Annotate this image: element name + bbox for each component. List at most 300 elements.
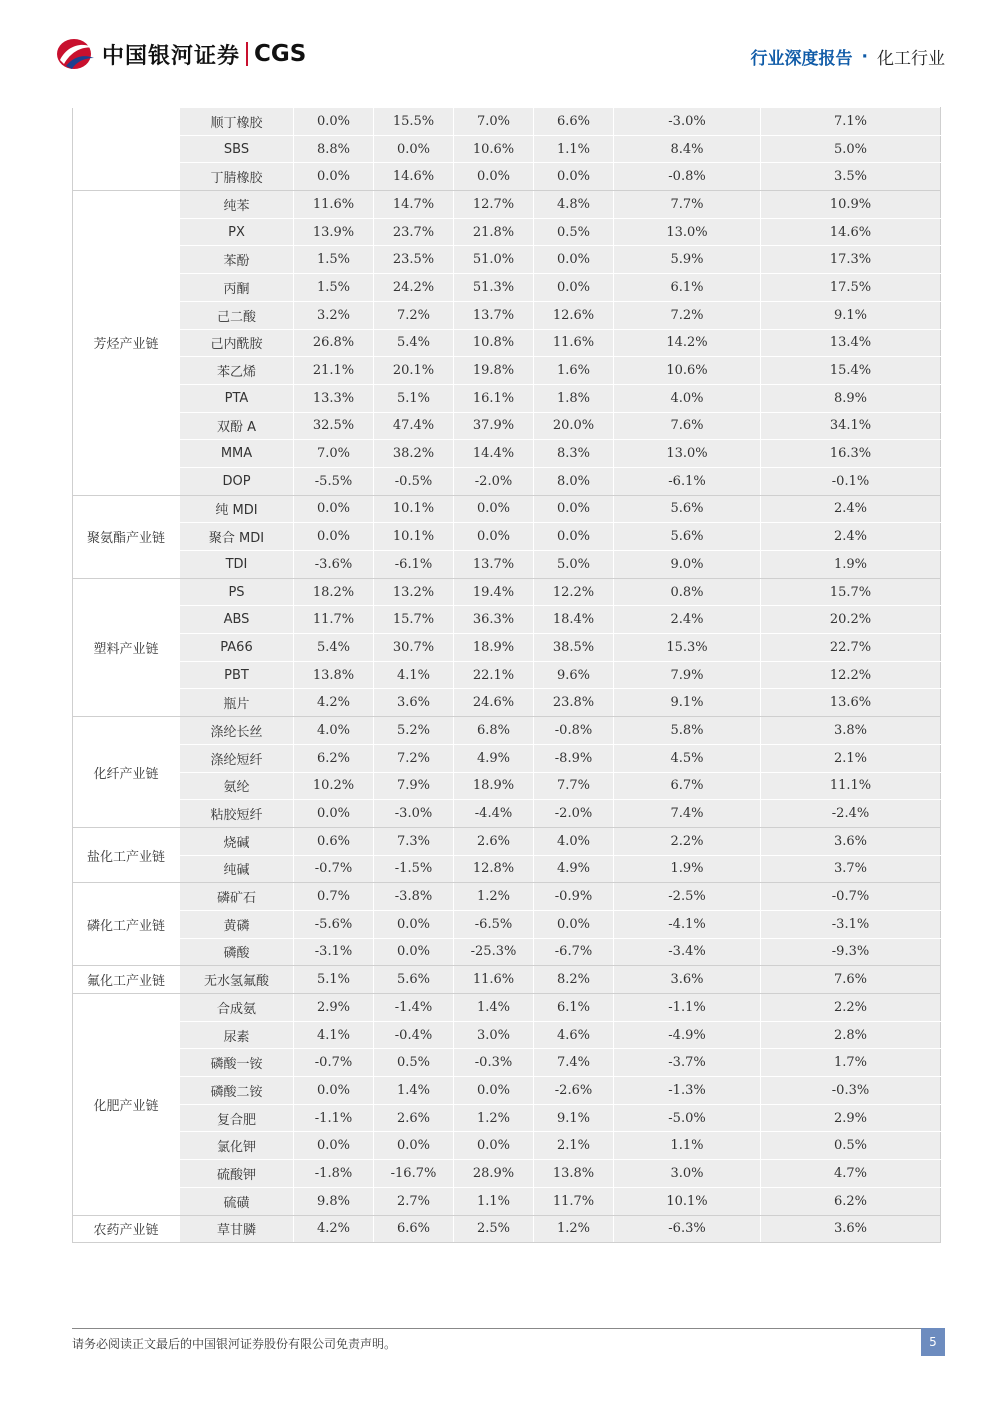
product-cell: TDI [180,551,294,579]
table-row [73,329,941,357]
value-cell: 13.8% [534,1160,614,1188]
value-cell: 5.2% [374,717,454,745]
value-cell: 12.7% [454,191,534,219]
product-cell: 磷矿石 [180,883,294,911]
value-cell: 0.8% [614,578,761,606]
value-cell: 5.9% [614,246,761,274]
value-cell: -3.1% [761,910,941,938]
value-cell: 9.1% [761,301,941,329]
value-cell: 10.6% [454,135,534,163]
value-cell: 17.5% [761,274,941,302]
value-cell: 18.9% [454,772,534,800]
product-cell: 丙酮 [180,274,294,302]
value-cell: 15.7% [761,578,941,606]
page-number: 5 [921,1328,945,1356]
table-row [73,578,941,606]
value-cell: 7.6% [761,966,941,994]
value-cell: 2.9% [761,1104,941,1132]
value-cell: 3.2% [294,301,374,329]
table-row [73,910,941,938]
value-cell: 10.1% [374,495,454,523]
value-cell: 8.0% [534,467,614,495]
product-cell: 顺丁橡胶 [180,108,294,136]
value-cell: 10.9% [761,191,941,219]
value-cell: -8.9% [534,744,614,772]
product-cell: 纯 MDI [180,495,294,523]
report-tag-separator: · [861,46,868,67]
product-cell: 涤纶短纤 [180,744,294,772]
value-cell: -0.9% [534,883,614,911]
cgs-logo-icon [54,36,98,72]
table-row [73,412,941,440]
value-cell: 20.2% [761,606,941,634]
value-cell: -0.1% [761,467,941,495]
value-cell: -3.8% [374,883,454,911]
value-cell: 51.3% [454,274,534,302]
chain-label: 氟化工产业链 [73,966,180,994]
value-cell: 4.7% [761,1160,941,1188]
value-cell: -0.5% [374,467,454,495]
value-cell: 4.2% [294,689,374,717]
product-cell: PX [180,218,294,246]
value-cell: 1.9% [614,855,761,883]
value-cell: 1.1% [534,135,614,163]
price-change-table [72,107,941,1243]
table-row [73,772,941,800]
value-cell: 3.0% [454,1021,534,1049]
value-cell: 14.4% [454,440,534,468]
value-cell: 2.6% [374,1104,454,1132]
value-cell: 12.2% [534,578,614,606]
table-row [73,357,941,385]
product-cell: 涤纶长丝 [180,717,294,745]
value-cell: 37.9% [454,412,534,440]
value-cell: -9.3% [761,938,941,966]
value-cell: 6.1% [534,994,614,1022]
value-cell: 0.0% [454,1077,534,1105]
value-cell: -2.0% [454,467,534,495]
value-cell: 21.8% [454,218,534,246]
value-cell: 24.6% [454,689,534,717]
product-cell: 磷酸 [180,938,294,966]
product-cell: 粘胶短纤 [180,800,294,828]
value-cell: -5.6% [294,910,374,938]
value-cell: -2.5% [614,883,761,911]
value-cell: 4.6% [534,1021,614,1049]
value-cell: 0.0% [374,135,454,163]
table-row [73,440,941,468]
value-cell: 38.2% [374,440,454,468]
value-cell: 7.4% [534,1049,614,1077]
table-row [73,467,941,495]
value-cell: 16.1% [454,384,534,412]
value-cell: 12.6% [534,301,614,329]
value-cell: 15.4% [761,357,941,385]
value-cell: 12.2% [761,661,941,689]
value-cell: -4.1% [614,910,761,938]
value-cell: 0.0% [374,1132,454,1160]
value-cell: 7.9% [614,661,761,689]
product-cell: 磷酸一铵 [180,1049,294,1077]
value-cell: 3.0% [614,1160,761,1188]
value-cell: 3.7% [761,855,941,883]
table-row [73,523,941,551]
value-cell: 1.2% [534,1215,614,1243]
value-cell: 5.6% [614,495,761,523]
table-row [73,1049,941,1077]
value-cell: 7.6% [614,412,761,440]
value-cell: -0.7% [294,1049,374,1077]
value-cell: 2.5% [454,1215,534,1243]
value-cell: 14.6% [374,163,454,191]
value-cell: 5.4% [294,634,374,662]
value-cell: -0.4% [374,1021,454,1049]
product-cell: 纯碱 [180,855,294,883]
value-cell: 11.6% [294,191,374,219]
value-cell: 9.1% [534,1104,614,1132]
table-row [73,135,941,163]
product-cell: 瓶片 [180,689,294,717]
value-cell: -2.6% [534,1077,614,1105]
product-cell: 合成氨 [180,994,294,1022]
table-row [73,1021,941,1049]
table-row [73,108,941,136]
value-cell: 11.6% [454,966,534,994]
table-row [73,800,941,828]
table-row [73,689,941,717]
value-cell: 20.0% [534,412,614,440]
value-cell: -4.9% [614,1021,761,1049]
value-cell: -0.8% [534,717,614,745]
value-cell: 1.5% [294,246,374,274]
value-cell: 12.8% [454,855,534,883]
table-row [73,1104,941,1132]
value-cell: 13.8% [294,661,374,689]
product-cell: 草甘膦 [180,1215,294,1243]
value-cell: 5.0% [534,551,614,579]
value-cell: 2.9% [294,994,374,1022]
value-cell: 4.0% [614,384,761,412]
value-cell: 11.7% [534,1187,614,1215]
value-cell: 2.4% [614,606,761,634]
footer-divider [72,1328,945,1329]
product-cell: 无水氢氟酸 [180,966,294,994]
value-cell: -1.3% [614,1077,761,1105]
value-cell: 4.8% [534,191,614,219]
value-cell: 8.2% [534,966,614,994]
value-cell: 4.0% [534,827,614,855]
value-cell: 1.8% [534,384,614,412]
value-cell: 13.9% [294,218,374,246]
value-cell: 9.0% [614,551,761,579]
value-cell: 7.3% [374,827,454,855]
value-cell: -3.7% [614,1049,761,1077]
value-cell: 7.2% [374,744,454,772]
value-cell: 4.1% [294,1021,374,1049]
value-cell: 5.1% [374,384,454,412]
value-cell: 6.2% [294,744,374,772]
value-cell: 14.2% [614,329,761,357]
value-cell: 2.1% [761,744,941,772]
value-cell: 9.1% [614,689,761,717]
value-cell: 28.9% [454,1160,534,1188]
product-cell: ABS [180,606,294,634]
value-cell: 6.6% [374,1215,454,1243]
table-row [73,744,941,772]
value-cell: 9.8% [294,1187,374,1215]
value-cell: 24.2% [374,274,454,302]
value-cell: 10.8% [454,329,534,357]
value-cell: -0.8% [614,163,761,191]
value-cell: -6.5% [454,910,534,938]
value-cell: 0.0% [374,938,454,966]
table-row [73,301,941,329]
value-cell: -16.7% [374,1160,454,1188]
value-cell: 13.3% [294,384,374,412]
product-cell: 硫酸钾 [180,1160,294,1188]
value-cell: 1.4% [374,1077,454,1105]
value-cell: 23.8% [534,689,614,717]
value-cell: 7.7% [534,772,614,800]
value-cell: 0.6% [294,827,374,855]
product-cell: 聚合 MDI [180,523,294,551]
value-cell: 0.0% [294,1132,374,1160]
value-cell: 11.7% [294,606,374,634]
table-row [73,634,941,662]
value-cell: 18.9% [454,634,534,662]
value-cell: -6.3% [614,1215,761,1243]
value-cell: 47.4% [374,412,454,440]
value-cell: 8.3% [534,440,614,468]
product-cell: 氯化钾 [180,1132,294,1160]
value-cell: 0.5% [534,218,614,246]
value-cell: 0.0% [534,910,614,938]
value-cell: 0.0% [294,163,374,191]
table-row [73,163,941,191]
value-cell: 0.0% [534,246,614,274]
value-cell: -6.1% [614,467,761,495]
value-cell: 7.7% [614,191,761,219]
value-cell: 0.7% [294,883,374,911]
value-cell: 13.7% [454,551,534,579]
product-cell: 双酚 A [180,412,294,440]
value-cell: 10.1% [374,523,454,551]
value-cell: -3.6% [294,551,374,579]
table-row [73,274,941,302]
product-cell: MMA [180,440,294,468]
value-cell: 18.4% [534,606,614,634]
table-row [73,883,941,911]
value-cell: 7.0% [454,108,534,136]
value-cell: 4.2% [294,1215,374,1243]
product-cell: PS [180,578,294,606]
product-cell: DOP [180,467,294,495]
value-cell: 14.7% [374,191,454,219]
value-cell: -0.3% [454,1049,534,1077]
product-cell: 苯乙烯 [180,357,294,385]
value-cell: 7.9% [374,772,454,800]
product-cell: 烧碱 [180,827,294,855]
industry-name: 化工行业 [877,49,945,69]
value-cell: 0.0% [454,495,534,523]
table-row [73,218,941,246]
value-cell: 10.2% [294,772,374,800]
chain-label: 化纤产业链 [73,717,180,828]
value-cell: -4.4% [454,800,534,828]
product-cell: 己内酰胺 [180,329,294,357]
value-cell: -0.7% [294,855,374,883]
value-cell: 38.5% [534,634,614,662]
value-cell: -1.5% [374,855,454,883]
value-cell: 15.3% [614,634,761,662]
chain-label: 盐化工产业链 [73,827,180,882]
value-cell: 6.1% [614,274,761,302]
logo-english-name: CGS [254,41,307,67]
chain-label: 化肥产业链 [73,994,180,1216]
value-cell: -1.4% [374,994,454,1022]
table-row [73,717,941,745]
value-cell: 6.2% [761,1187,941,1215]
value-cell: 13.0% [614,440,761,468]
value-cell: -3.0% [614,108,761,136]
value-cell: 0.0% [374,910,454,938]
value-cell: -5.0% [614,1104,761,1132]
value-cell: 0.0% [294,495,374,523]
table-row [73,1187,941,1215]
value-cell: 4.9% [454,744,534,772]
value-cell: 22.1% [454,661,534,689]
value-cell: 51.0% [454,246,534,274]
table-row [73,855,941,883]
value-cell: -3.1% [294,938,374,966]
value-cell: 13.2% [374,578,454,606]
value-cell: 0.0% [534,163,614,191]
footer-disclaimer: 请务必阅读正文最后的中国银河证券股份有限公司免责声明。 [72,1337,397,1351]
value-cell: 36.3% [454,606,534,634]
value-cell: -6.7% [534,938,614,966]
value-cell: 3.6% [614,966,761,994]
value-cell: 8.4% [614,135,761,163]
value-cell: 32.5% [294,412,374,440]
product-cell: 己二酸 [180,301,294,329]
table-row [73,1077,941,1105]
value-cell: 2.4% [761,523,941,551]
value-cell: 1.1% [614,1132,761,1160]
table-row [73,661,941,689]
table-row [73,246,941,274]
value-cell: 2.2% [614,827,761,855]
value-cell: 0.0% [534,495,614,523]
chain-label: 聚氨酯产业链 [73,495,180,578]
table-row [73,551,941,579]
value-cell: 4.5% [614,744,761,772]
value-cell: 8.9% [761,384,941,412]
value-cell: 0.0% [454,523,534,551]
value-cell: 1.7% [761,1049,941,1077]
value-cell: -2.0% [534,800,614,828]
value-cell: 9.6% [534,661,614,689]
value-cell: 10.6% [614,357,761,385]
cgs-logo [54,36,306,72]
product-cell: PTA [180,384,294,412]
table-row [73,966,941,994]
value-cell: 0.0% [294,800,374,828]
table-row [73,1160,941,1188]
value-cell: -1.1% [614,994,761,1022]
value-cell: 10.1% [614,1187,761,1215]
value-cell: 2.8% [761,1021,941,1049]
value-cell: 6.6% [534,108,614,136]
value-cell: -5.5% [294,467,374,495]
product-cell: 苯酚 [180,246,294,274]
value-cell: 13.4% [761,329,941,357]
value-cell: 7.2% [374,301,454,329]
product-cell: 尿素 [180,1021,294,1049]
product-cell: 复合肥 [180,1104,294,1132]
report-tag [751,44,945,69]
value-cell: 1.5% [294,274,374,302]
chain-label: 塑料产业链 [73,578,180,716]
page-header [0,0,992,100]
value-cell: -3.4% [614,938,761,966]
value-cell: 1.2% [454,883,534,911]
value-cell: 30.7% [374,634,454,662]
logo-chinese-name: 中国银河证券 [102,43,241,69]
value-cell: 14.6% [761,218,941,246]
value-cell: -6.1% [374,551,454,579]
table-row [73,384,941,412]
value-cell: 7.0% [294,440,374,468]
value-cell: 11.6% [534,329,614,357]
report-type: 行业深度报告 [750,49,853,69]
chain-label: 农药产业链 [73,1215,180,1243]
value-cell: -0.7% [761,883,941,911]
chain-label: 芳烃产业链 [73,191,180,496]
value-cell: 1.1% [454,1187,534,1215]
table-row [73,827,941,855]
value-cell: 1.6% [534,357,614,385]
value-cell: 11.1% [761,772,941,800]
table-row [73,606,941,634]
product-cell: 黄磷 [180,910,294,938]
value-cell: 17.3% [761,246,941,274]
value-cell: 3.8% [761,717,941,745]
product-cell: 磷酸二铵 [180,1077,294,1105]
value-cell: 5.6% [614,523,761,551]
value-cell: 4.9% [534,855,614,883]
value-cell: 0.0% [294,108,374,136]
value-cell: 3.6% [761,827,941,855]
value-cell: 4.1% [374,661,454,689]
value-cell: 34.1% [761,412,941,440]
value-cell: 7.4% [614,800,761,828]
product-cell: 氨纶 [180,772,294,800]
value-cell: 0.0% [294,523,374,551]
value-cell: 13.7% [454,301,534,329]
table-row [73,994,941,1022]
value-cell: 5.8% [614,717,761,745]
value-cell: 0.0% [534,523,614,551]
value-cell: 3.6% [761,1215,941,1243]
value-cell: 0.0% [454,1132,534,1160]
value-cell: 26.8% [294,329,374,357]
value-cell: 5.6% [374,966,454,994]
table-row [73,938,941,966]
value-cell: 15.5% [374,108,454,136]
value-cell: 7.2% [614,301,761,329]
value-cell: 18.2% [294,578,374,606]
value-cell: 19.8% [454,357,534,385]
